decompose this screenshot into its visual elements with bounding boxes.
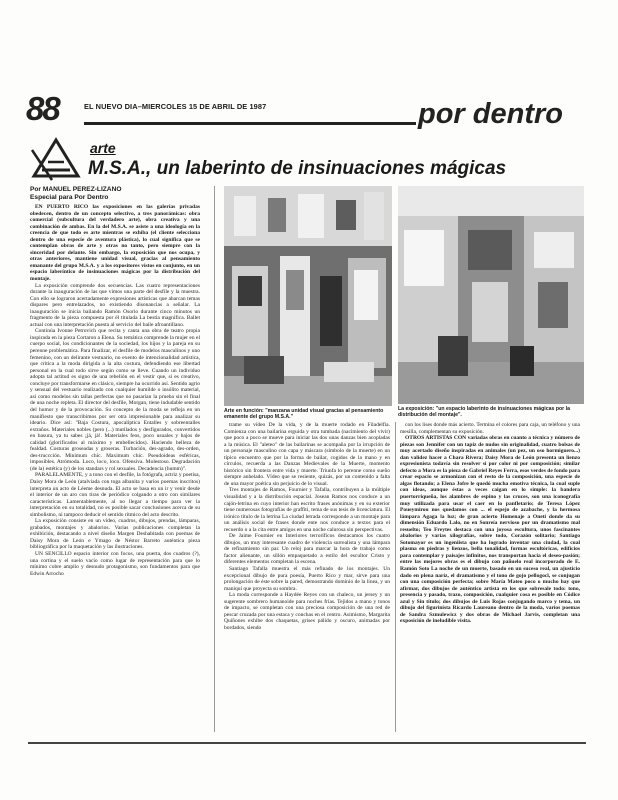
paragraph: OTROS ARTISTAS CON variadas obras en cuanto a técnica y número de piezas son Jennifer con un tapiz de nudos sin originalidad, cuatro bolsas de muy acertado diseño inspiradas en animales (un pez, un oso hormiguero...) dan validez hacer a Chara Rivera; Daisy Mora de León presenta un lienzo expresionista todavía sin resolver si por color ni por composición; similar defecto a Mora es la pieza de Gabriel Reyes Ferra, esos verdes de fondo para crear espacio se armonizan con el resto de la composición, una especie de algas flotando; a Elena Jofre le quedó mucha emotiva técnica, la cual suple con ideas, aunque éstas a veces caigan en lo simple: la bandera puertorriqueña, los alambres de espino y las cruces, son una iconografía muy utilizada para usar el caer en lo panfletario; de Teresa López Poueymirou nos quedamos con ... el espejo de azabache, y la hermosa lámpara Agaga la luz; de gran acierto Homenaje a Oneti donde da su dimensión Eduardo Lalo, no en Sonreía nervioso por un dramatismo mal resuelto; Teo Freytes destaca con una joyosa escultura, unos fascinantes abalorios y varias xilografías, sobre todo, Corazón solitario; Santiago Sotomayor es un ingeniista que ha logrado inventar una ciudad, la cual plasma en piedras y lienzos, bella tonalidad, formas escultóricas, edificios para contemplar y paisajes infinitos, nos transportan hacia el deseo-pasión; entre las mejores obras es el dibujo con pañuelo real incorporado de E. Ramón Soto La noche de un muerte, basado en un suceso real, un ajusticio dado en plena naríz, el dramatismo y el tono de gojo pellogocl, se conjugan con una composición perfecta; sobre María Mateo poco o mucho hay que afirmar, dos dibujos de auténtico artista en los que sobresale todo: tono, presencia y pasado, trazo, composición, cualquier cosa es posible en Códice azul y Sin título; dos dibujos de Luis Rojas conjugando marco y tema, un dibujo del figurinista Ricardo Laureano dentro de la moda, varios poemas de Sandra Szmulewicz y dos obras de Michael Jarvis, completan una exposición de ineludible visita. [400,435,580,625]
article-column-3 [400,422,580,732]
column-rule [214,186,215,732]
article-column-2 [224,422,390,732]
photo-caption-1: Arte en función: "manzana unidad visual gracias al pensamiento emanente del grupo M.S.A." [224,408,384,420]
paragraph: trame su vídeo De la vida, y de la muerte rodado en Filadelfia. Comienza con una bailarina erguida y otra tumbada (nacimiento del vivir) que poco a poco se mueve para iniciar las dos unas danzas bien acopladas a la música. El "aleteo" de las bailarinas se acompaña por la irrupción de un personaje masculino con capa y máscara (símbolo de la muerte) en un típico encuentro que por la forma de bailar, cogidos de la mano y en círculos, recuerda a las Danzas Medievales de la Muerte, momento histórico sin frontera entre vida y muerte. Triunfa lo perenne como sueño siempre anhelado. Vídeo que se resiente, quizás, por un contenido a falta de una mayor poética sin perjuicio de lo visual. [224,422,390,487]
page-number: 88 [26,90,59,127]
byline-author: Por MANUEL PEREZ-LIZANO [30,186,122,193]
column-rule [395,422,396,732]
paragraph: PARALELAMENTE, y a tono con el desfile, la fotógrafa, actriz y poetisa, Daisy Mora de León (atalviada con toga albanita y varios poemas inscritos) interpreta un acto de Léeme desnuda. El acto se basa en un ir y venir desde el interior de un aro con tiras de periódico colgando a otro con similares características. Lamentablemente, al no llegar a tiempo para ver la interpretación en su totalidad, no es posible sacar conclusiones acerca de su simbolismo, ni tampoco deducir el sentido rítmico del acto descrito. [30,472,200,518]
dateline: EL NUEVO DIA–MIERCOLES 15 DE ABRIL DE 1987 [84,102,267,111]
paragraph: Tres montajes de Ramos, Fournier y Tafalla, contribuyen a la múltiple visualidad y a la distribución espacial. Josean Ramos nos conduce a un cajón-letrina en cuyo interior han escrito frases anónimas y en su exterior tiene numerosas fotografías de graffiti, tema de sus tesis de licenciatura. El irónico título de la letrina La ciudad letrada corresponde a un montaje para un análisis social de frases donde ente nos conduce a textos para el recuerdo o a la cita entre amigos en una noche calurosa sin perspectivas. [224,487,390,533]
byline-role: Especial para Por Dentro [30,194,109,201]
paragraph: Continúa Ivonne Petrovich que recita y canta una obra de teatro propia inspirada en la pieza Cortaron a Elena. Su temática comprende la mujer en el cuerpo social, los condicionantes de la sociedad, los hijos y la pareja en su perenne problemática. Para finalizar, el desfile de modelos masculinos y uno femenino, con un delirante vestuario, no exento de intencionalidad artística, que critica a la moda dirigida a la alta costura, defendiendo ese libertad personal en la cual todo sirve según como se lleve. Cuando un individuo adopta tal actitud es signo de una rebelión en el vestir que, si es creativo, concluye por transformarse en clásico, siempre ha ocurrido así. Sentido agrio y sensual del vestuario realizado con cualquier humilde o insólito material, así como modelos sin tallas perfectas que no pasarían la prueba sin el final de una noche repleta. El director del desfile, Morgan, tiene indudable sentido del humor y de la provocación. Su concepto de la moda se refleja en un manifiesto que transcribimos por ser otra impresionable para analizar su ideario. Dice así: "Baja Costura, apocalíptica Entalles y sobreentalles extraños. Materiales nobles (pero (...) mutilados y desfigurados, convertidos en basura, ya tu sabes ¡já, já!. Materiales feos, poco usuales y bajos de calidad (glorificados al máximo y embellecidos). Haciendo belleza de fealdad. Costuras groseadas y groseras. Turbación, des-agrado, des-orden, des-truccción. Minimum chic. Maximum chic. Pseudoideas esféricas, imposibles. Atrómoda. Loco, loco, loco. Ofensiva. Molestoso. Degradación (de la) estética (y) de los standars y rol sexuales. Decadencia (humm)". [30,328,200,472]
byline [30,186,230,202]
paragraph: De Jaime Fournier en Interiores terroríficos destacamos los cuatro dibujos, un muy interesante cuadro de violencia surrealista y una lámpara de refinamiento sin par. Un reloj para marcar la hora de trabajo como factor alienante, un sillón empaquetado a estilo del escultor Cristo y diferentes elementos completan la escena. [224,533,390,566]
arte-logo-icon [30,136,82,182]
paragraph: La exposición consiste en un vídeo, cuadros, dibujos, prendas, lámparas, grabados, montajes y abalorios. Varias publicaciones completan la exhibición, destacando a nivel diseño Margen Deshabitada con poemas de Daisy Mora de León e Ymago de Néstor Barreto auténtica pieza bibliográfica por la maquetación y las ilustraciones. [30,518,200,551]
article-column-1 [30,204,200,732]
paragraph: Santiago Tafalla muestra el más refinado de los montajes. Un excepcional dibujo de pura poesía, Puerto Rico y mar, sirve para una prolongación de éste sobre la pared, demostrando dominio de la línea, y un maniquí que proyecta su sombra. [224,566,390,592]
section-title: por dentro [418,98,563,130]
paragraph: con los lises donde más acierto. Termina el colores para caja, un teléfono y una mesilla, complementan su exposición. [400,422,580,435]
photo-caption-2: La exposición: "un espacio laberinto de insinuaciones mágicas por la distribución del montaje". [398,406,570,418]
photo-exhibition-room [398,186,584,404]
photo-gallery-interior [224,186,392,406]
header-rule [84,122,416,125]
paragraph: UN SENCILLO espacio interior con focos, una puerta, dos cuadros (?), una cortina y el suelo vacío como lugar de representación para que lo mínimo cobre amplio y desnudo protagonismo, son fundamentos para que Edwin Arrocho [30,550,200,577]
photo-2-image [398,186,584,404]
paragraph: EN PUERTO RICO las exposiciones en las galerías privadas obedecen, dentro de un concepto selectivo, a tres panorámicas: obra comercial (subcultura del verdadero arte), obra creativa y una combinación de ambas. En la del M.S.A. se asiste a una ideología en la creencia de que todo es arte mientras se exhiba (el cliente selecciona dentro de una especie de aventura plástica), lo cual significa que se contemplan obras de arte y otras no tanto, pero siempre con la sinceridad por delante. Sin embargo, la exposición que nos ocupa, y otras anteriores, mantiene unidad visual, gracias al pensamiento emanante del grupo M.S.A. y a los expositores vistos en conjunto, en un espacio laberíntico de insinuaciones mágicas por la distribución del montaje. [30,204,200,283]
bottom-rule [28,742,586,744]
headline: M.S.A., un laberinto de insinuaciones mágicas [88,158,507,179]
paragraph: La moda corresponde a Haydée Reyes con un chaleco, un jersey y un sugerente sombrero humanoide para noches frías. Tejidos a mano y tonos de impacto, se completan con una preciosa composición de una red de pescar cruzada por una estaca y conchas en el centro. Asimismo, Margarita Quiñones exhibe dos chaquetas, grises pálido y oscuro, animadas por bordados, siendo [224,592,390,631]
photo-1-image [224,186,392,406]
paragraph: La exposición comprende dos secuencias. Las cuatro representaciones durante la inauguración de las que vimos una parte del desfile y la muestra. Con ello se lograron acertadamente expresiones artísticas que abarcan temas dispares pero entrelazados, no existiendo disonancias a señalar. La inauguración se inicia bailando Ramón Osorio durante cinco minutos un fragmento de la pieza compuesta por él titulada La bestia magnífica. Ballet actual con una interpretación puesta al servicio del baile afroantillano. [30,282,200,328]
kicker: arte [90,140,116,156]
